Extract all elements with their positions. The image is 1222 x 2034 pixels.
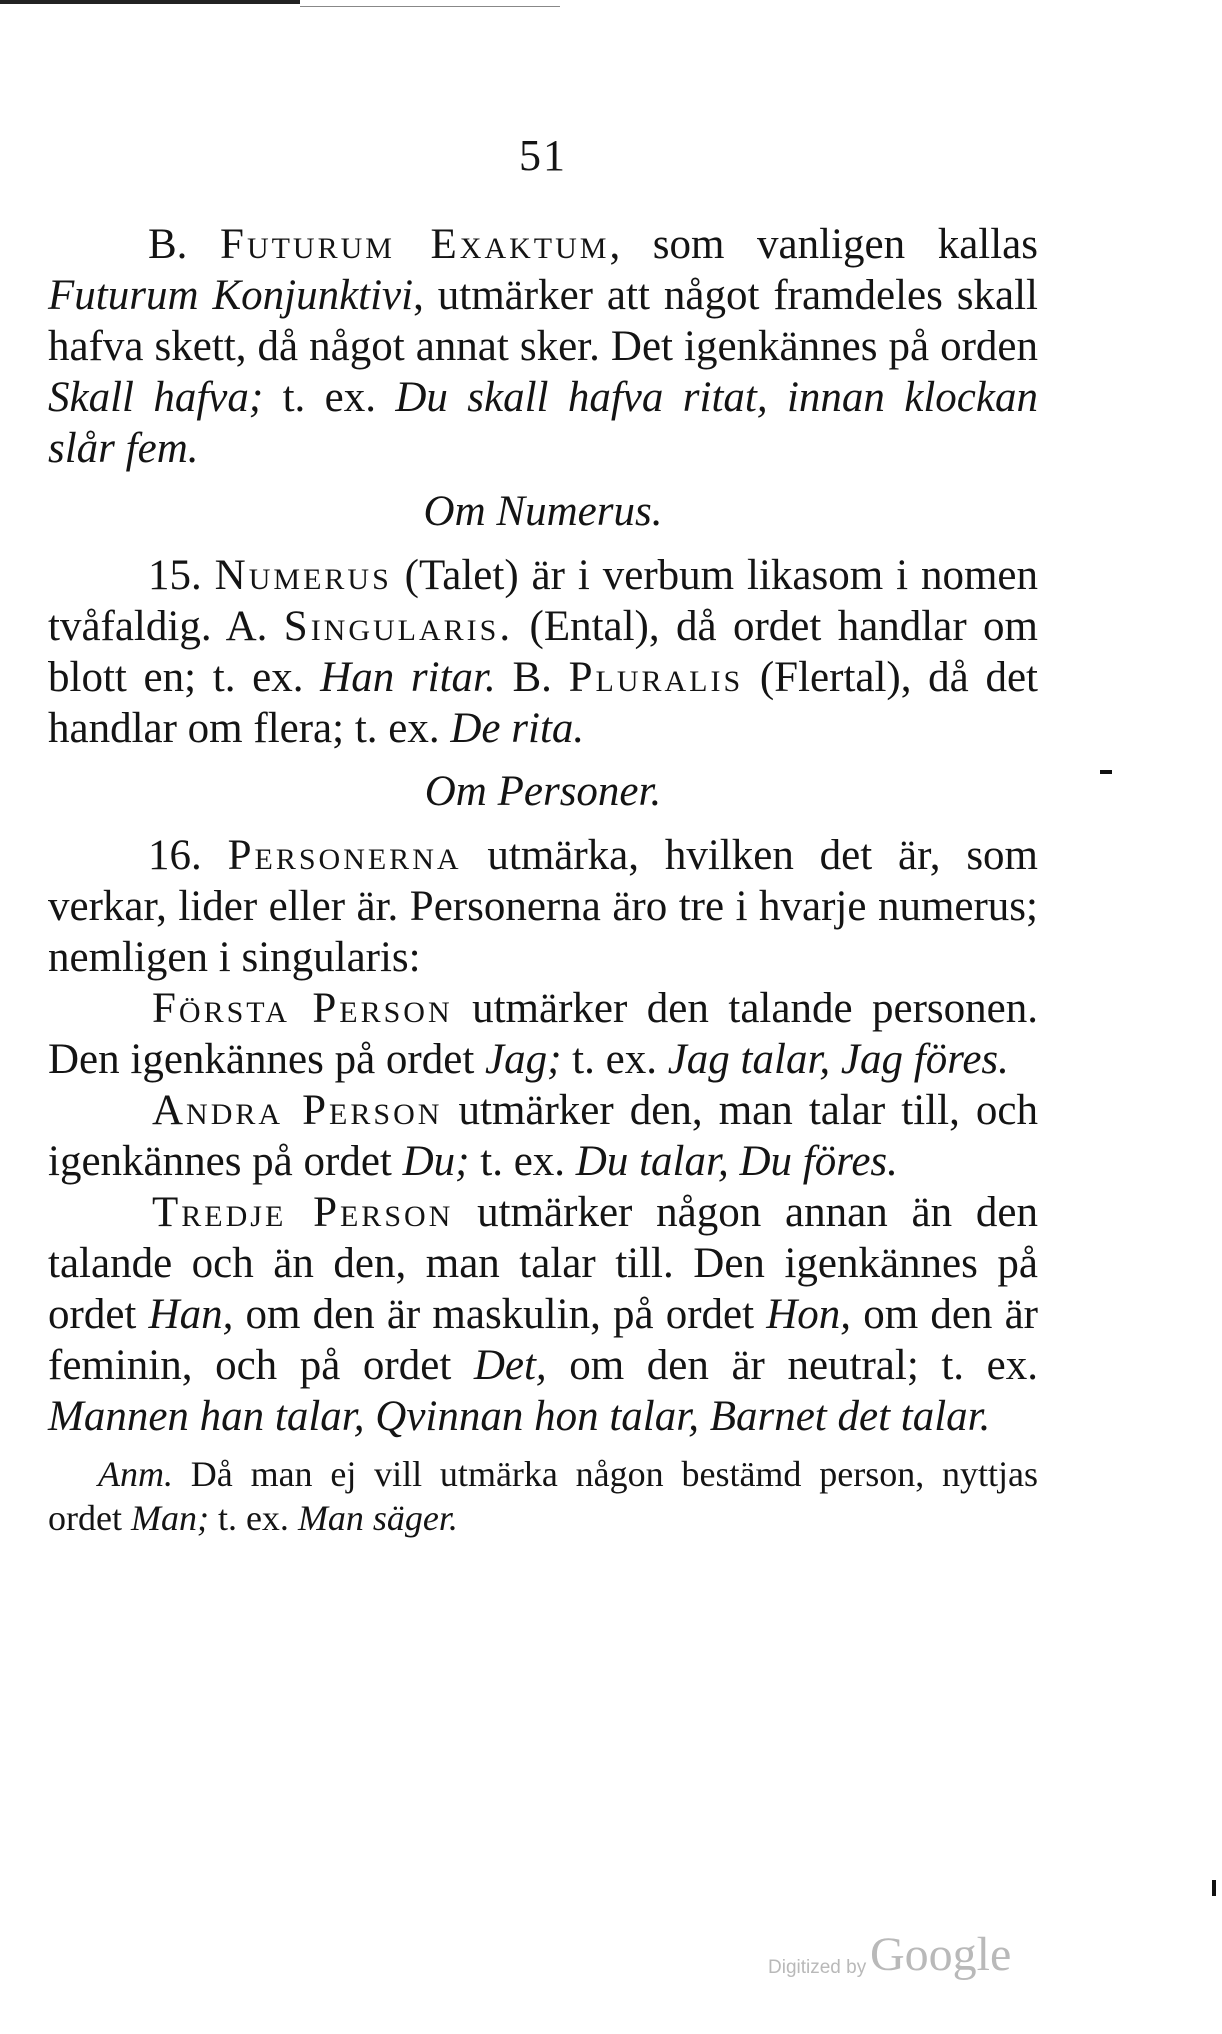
note-label: Anm.: [98, 1454, 173, 1494]
paragraph-andra-person: Andra Person utmärker den, man talar till, och igenkännes på ordet Du; t. ex. Du talar, Du föres.: [48, 1087, 1039, 1185]
google-logo: Google: [870, 1928, 1012, 1981]
margin-mark: [1100, 770, 1112, 774]
paragraph-futurum-exaktum: B. Futurum Exaktum, som vanligen kallas Futurum Konjunktivi, utmärker att något framdeles skall hafva skett, då något annat sker. Det igenkännes på orden Skall hafva; t. ex. Du skall hafva ritat, innan klockan slår fem.: [48, 221, 1039, 472]
google-watermark: [768, 1925, 1168, 1985]
term-tredje-person: Tredje Person: [152, 1189, 454, 1236]
scan-edge-line: [0, 0, 300, 4]
heading-om-personer: Om Personer.: [424, 768, 662, 815]
scan-edge-line-faint: [300, 6, 560, 7]
term-futurum-exaktum: Futurum Exaktum: [220, 221, 610, 268]
watermark-text: Digitized by: [768, 1957, 867, 1978]
note-anm: Anm. Då man ej vill utmärka någon bestämd person, nyttjas ordet Man; t. ex. Man säger.: [48, 1454, 1038, 1538]
term-singularis: Singularis.: [283, 603, 514, 650]
term-forsta-person: Första Person: [152, 985, 453, 1032]
paragraph-forsta-person: Första Person utmärker den talande personen. Den igenkännes på ordet Jag; t. ex. Jag talar, Jag föres.: [48, 985, 1038, 1083]
page-number: 51: [519, 131, 567, 180]
term-numerus: Numerus: [214, 552, 392, 599]
term-pluralis: Pluralis: [568, 654, 744, 701]
term-andra-person: Andra Person: [152, 1087, 443, 1134]
term-personerna: Personerna: [227, 832, 462, 879]
paragraph-personerna: 16. Personerna utmärka, hvilken det är, som verkar, lider eller är. Personerna äro tre i hvarje numerus; nemligen i singularis:: [48, 832, 1038, 981]
heading-om-numerus: Om Numerus.: [423, 488, 663, 535]
paragraph-tredje-person: Tredje Person utmärker någon annan än den talande och än den, man talar till. Den igenkännes på ordet Han, om den är maskulin, på ordet Hon, om den är feminin, och på ordet Det, om den är neutral; t. ex. Mannen han talar, Qvinnan hon talar, Barnet det talar.: [48, 1189, 1038, 1440]
margin-mark: [1212, 1880, 1216, 1896]
book-page: [48, 130, 1038, 1540]
section-label: B.: [148, 221, 188, 268]
paragraph-numerus: 15. Numerus (Talet) är i verbum likasom i nomen tvåfaldig. A. Singularis. (Ental), då ordet handlar om blott en; t. ex. Han ritar. B. Pluralis (Flertal), då det handlar om flera; t. ex. De rita.: [48, 552, 1038, 752]
